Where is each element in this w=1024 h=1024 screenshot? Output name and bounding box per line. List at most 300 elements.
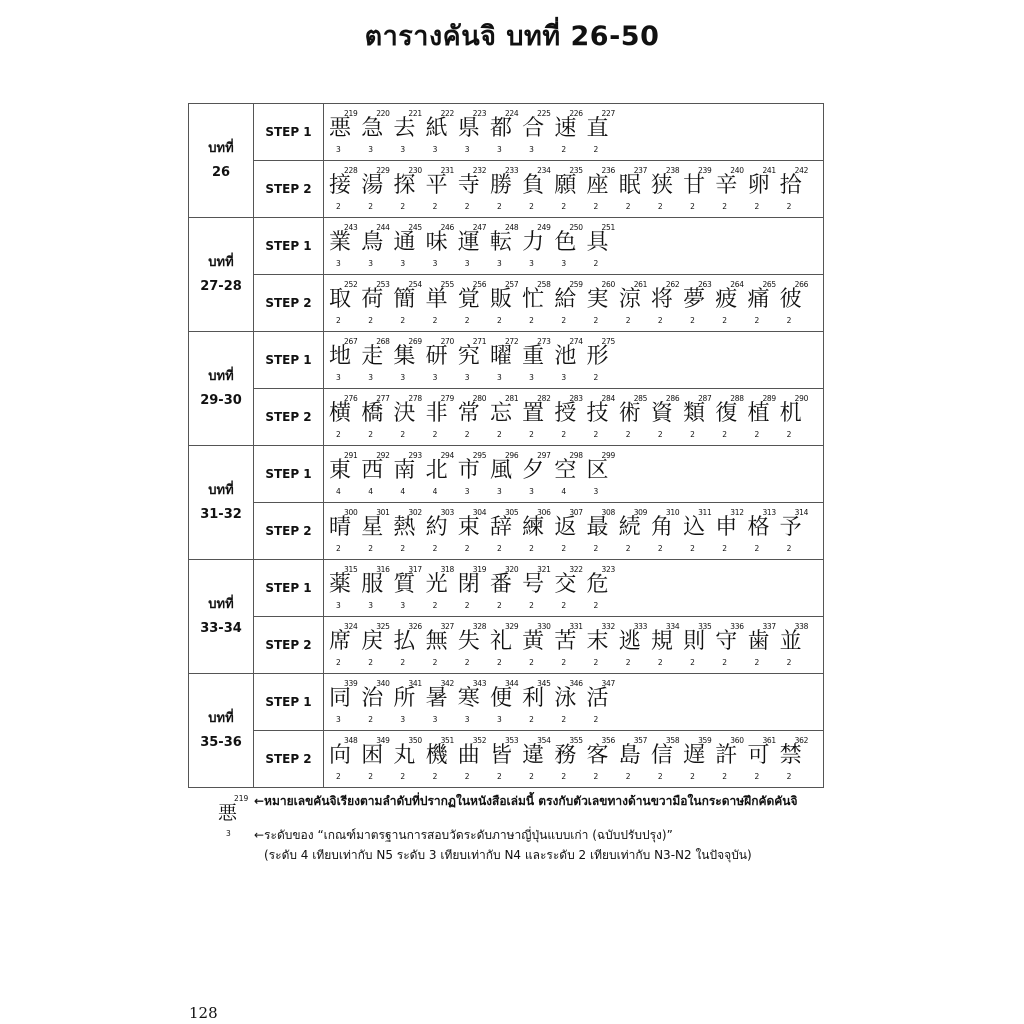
kanji-level: 2 [336, 202, 341, 211]
kanji-level: 2 [754, 316, 760, 325]
kanji-item [682, 503, 714, 559]
kanji-item [746, 503, 778, 559]
kanji-row [324, 674, 823, 730]
kanji-item [360, 674, 392, 730]
kanji-character: 非 [425, 401, 448, 426]
kanji-item [682, 731, 714, 787]
kanji-character: 練 [522, 515, 545, 540]
step-label: STEP 1 [254, 446, 324, 503]
kanji-character: 活 [586, 686, 609, 711]
kanji-level: 3 [464, 487, 470, 496]
kanji-level: 2 [754, 772, 760, 781]
kanji-character: 類 [683, 401, 706, 426]
kanji-item [521, 560, 553, 616]
lesson-cell [189, 446, 254, 560]
kanji-item [650, 389, 682, 445]
kanji-number: 326 [408, 622, 422, 631]
kanji-item [328, 161, 360, 217]
kanji-number: 348 [344, 736, 358, 745]
kanji-item [360, 275, 392, 331]
kanji-character: 彼 [779, 287, 802, 312]
kanji-character: 寒 [457, 686, 480, 711]
kanji-character: 機 [425, 743, 448, 768]
kanji-number: 334 [665, 622, 680, 631]
kanji-number: 261 [633, 280, 648, 289]
page-title: ตารางคันจิ บทที่ 26-50 [364, 21, 660, 52]
kanji-level: 2 [561, 316, 567, 325]
kanji-item [553, 275, 585, 331]
kanji-number: 294 [440, 451, 454, 460]
kanji-level: 2 [786, 316, 792, 325]
kanji-item [586, 503, 618, 559]
kanji-level: 2 [786, 430, 792, 439]
kanji-level: 2 [432, 658, 438, 667]
kanji-cell [324, 617, 824, 674]
kanji-character: 込 [683, 515, 706, 540]
kanji-cell [324, 731, 824, 788]
kanji-character: 研 [425, 344, 448, 369]
kanji-character: 務 [554, 743, 577, 768]
legend-number-note: ←หมายเลขคันจิเรียงตามลำดับที่ปรากฏในหนังสือเล่มนี้ ตรงกับตัวเลขทางด้านขวามือในกระดาษฝึกคัดคันจิ [254, 794, 798, 808]
kanji-character: 味 [425, 230, 448, 255]
kanji-number: 358 [665, 736, 680, 745]
kanji-number: 227 [601, 109, 615, 118]
kanji-number: 296 [504, 451, 519, 460]
kanji-item [682, 389, 714, 445]
kanji-number: 332 [601, 622, 615, 631]
lesson-cell [189, 104, 254, 218]
kanji-level: 2 [754, 430, 760, 439]
kanji-number: 226 [569, 109, 583, 118]
kanji-number: 335 [698, 622, 712, 631]
kanji-character: 閉 [457, 572, 480, 597]
kanji-number: 291 [344, 451, 358, 460]
kanji-item [457, 674, 489, 730]
kanji-character: 忘 [489, 401, 512, 426]
kanji-number: 353 [504, 736, 519, 745]
legend-sample-number: 219 [234, 794, 249, 803]
kanji-number: 337 [762, 622, 776, 631]
kanji-level: 2 [464, 202, 470, 211]
kanji-character: 末 [586, 629, 609, 654]
kanji-item [425, 218, 457, 274]
kanji-item [425, 731, 457, 787]
step-label: STEP 2 [254, 389, 324, 446]
lesson-step-row [189, 617, 824, 674]
kanji-item [457, 275, 489, 331]
lesson-label: บทที่ [208, 710, 234, 726]
kanji-number: 219 [344, 109, 358, 118]
kanji-character: 涼 [618, 287, 641, 312]
kanji-item [779, 275, 811, 331]
kanji-level: 3 [496, 145, 502, 154]
kanji-number: 284 [601, 394, 615, 403]
kanji-item [650, 503, 682, 559]
kanji-level: 3 [336, 259, 341, 268]
kanji-item [392, 389, 424, 445]
kanji-character: 光 [425, 572, 448, 597]
kanji-character: 勝 [489, 173, 512, 198]
kanji-character: 覚 [457, 287, 480, 312]
kanji-number: 234 [537, 166, 551, 175]
kanji-character: 星 [361, 515, 384, 540]
kanji-item [553, 560, 585, 616]
kanji-item [489, 503, 521, 559]
kanji-number: 310 [665, 508, 680, 517]
kanji-number: 258 [537, 280, 551, 289]
kanji-character: 拾 [779, 173, 802, 198]
step-label: STEP 2 [254, 161, 324, 218]
kanji-number: 318 [440, 565, 454, 574]
kanji-number: 329 [504, 622, 519, 631]
lesson-range: 27-28 [200, 278, 242, 294]
kanji-character: 夕 [522, 458, 545, 483]
kanji-level: 2 [561, 772, 567, 781]
kanji-item [457, 617, 489, 673]
kanji-character: 重 [522, 344, 545, 369]
kanji-level: 2 [561, 145, 567, 154]
kanji-item [457, 731, 489, 787]
kanji-cell [324, 503, 824, 560]
kanji-level: 2 [690, 202, 695, 211]
kanji-character: 逃 [618, 629, 641, 654]
kanji-number: 351 [440, 736, 454, 745]
kanji-character: 植 [747, 401, 770, 426]
kanji-item [489, 731, 521, 787]
kanji-number: 271 [472, 337, 487, 346]
kanji-character: 則 [683, 629, 706, 654]
kanji-number: 274 [569, 337, 583, 346]
kanji-number: 242 [794, 166, 809, 175]
kanji-level: 2 [400, 544, 406, 553]
kanji-item [553, 731, 585, 787]
kanji-item [392, 617, 424, 673]
lesson-step-row [189, 275, 824, 332]
kanji-item [586, 560, 618, 616]
kanji-level: 3 [400, 259, 406, 268]
kanji-number: 319 [472, 565, 487, 574]
kanji-item [553, 674, 585, 730]
lesson-step-row [189, 560, 824, 617]
kanji-item [489, 161, 521, 217]
kanji-number: 356 [601, 736, 615, 745]
kanji-number: 346 [569, 679, 583, 688]
kanji-row [324, 446, 823, 502]
kanji-level: 2 [400, 658, 406, 667]
kanji-level: 2 [400, 430, 406, 439]
kanji-character: 晴 [329, 515, 352, 540]
kanji-character: 鳥 [361, 230, 384, 255]
kanji-row [324, 104, 823, 160]
kanji-character: 便 [489, 686, 512, 711]
kanji-number: 331 [569, 622, 583, 631]
kanji-item [618, 389, 650, 445]
kanji-item [586, 617, 618, 673]
kanji-item [328, 218, 360, 274]
kanji-item [553, 617, 585, 673]
kanji-item [392, 503, 424, 559]
kanji-number: 298 [569, 451, 583, 460]
kanji-level: 2 [722, 202, 728, 211]
kanji-item [328, 275, 360, 331]
kanji-character: 丸 [393, 743, 416, 768]
kanji-row [324, 560, 823, 616]
step-label: STEP 2 [254, 503, 324, 560]
kanji-character: 湯 [361, 173, 384, 198]
step-label: STEP 1 [254, 560, 324, 617]
kanji-item [489, 389, 521, 445]
kanji-number: 314 [794, 508, 809, 517]
kanji-level: 2 [593, 145, 599, 154]
kanji-cell [324, 674, 824, 731]
kanji-item [618, 731, 650, 787]
kanji-item [425, 617, 457, 673]
kanji-item [425, 161, 457, 217]
kanji-cell [324, 389, 824, 446]
kanji-item [586, 446, 618, 502]
kanji-character: 利 [522, 686, 545, 711]
kanji-item [360, 446, 392, 502]
kanji-number: 324 [344, 622, 358, 631]
kanji-item [746, 389, 778, 445]
kanji-character: 東 [329, 458, 352, 483]
kanji-level: 3 [432, 715, 438, 724]
kanji-level: 3 [529, 373, 534, 382]
kanji-number: 263 [698, 280, 712, 289]
kanji-item [521, 275, 553, 331]
kanji-item [489, 560, 521, 616]
kanji-character: 悪 [329, 116, 352, 141]
lesson-label: บทที่ [208, 482, 234, 498]
kanji-level: 3 [561, 373, 567, 382]
kanji-character: 甘 [683, 173, 706, 198]
kanji-item [714, 503, 746, 559]
kanji-level: 2 [593, 373, 599, 382]
kanji-number: 342 [440, 679, 454, 688]
kanji-level: 2 [496, 202, 502, 211]
lesson-range: 33-34 [200, 620, 242, 636]
kanji-number: 265 [762, 280, 776, 289]
kanji-level: 2 [368, 772, 373, 781]
kanji-character: 眠 [618, 173, 641, 198]
kanji-character: 狭 [650, 173, 673, 198]
kanji-number: 231 [440, 166, 454, 175]
kanji-character: 泳 [554, 686, 577, 711]
kanji-number: 313 [762, 508, 776, 517]
lesson-label: บทที่ [208, 596, 234, 612]
kanji-level: 2 [657, 544, 663, 553]
kanji-number: 297 [537, 451, 551, 460]
kanji-level: 2 [529, 601, 534, 610]
kanji-number: 301 [376, 508, 390, 517]
kanji-character: 探 [393, 173, 416, 198]
kanji-level: 2 [400, 772, 406, 781]
kanji-level: 4 [561, 487, 567, 496]
kanji-level: 3 [464, 715, 470, 724]
kanji-item [489, 446, 521, 502]
kanji-number: 315 [344, 565, 358, 574]
kanji-character: 辞 [489, 515, 512, 540]
kanji-cell [324, 446, 824, 503]
kanji-level: 2 [432, 430, 438, 439]
kanji-level: 2 [754, 202, 760, 211]
kanji-number: 250 [569, 223, 583, 232]
kanji-level: 3 [400, 715, 406, 724]
kanji-level: 3 [368, 601, 373, 610]
kanji-number: 222 [440, 109, 454, 118]
kanji-level: 2 [625, 658, 631, 667]
kanji-item [392, 674, 424, 730]
kanji-number: 330 [537, 622, 551, 631]
kanji-row [324, 617, 823, 673]
kanji-character: 速 [554, 116, 577, 141]
kanji-character: 地 [329, 344, 352, 369]
kanji-character: 術 [618, 401, 641, 426]
kanji-level: 2 [690, 544, 695, 553]
kanji-number: 282 [537, 394, 551, 403]
kanji-number: 267 [344, 337, 358, 346]
step-label: STEP 2 [254, 275, 324, 332]
kanji-level: 2 [400, 202, 406, 211]
kanji-item [586, 218, 618, 274]
kanji-character: 号 [522, 572, 545, 597]
kanji-level: 2 [722, 658, 728, 667]
kanji-level: 2 [464, 772, 470, 781]
kanji-number: 340 [376, 679, 390, 688]
kanji-item [425, 275, 457, 331]
kanji-level: 2 [529, 544, 534, 553]
kanji-level: 2 [368, 430, 373, 439]
kanji-character: 薬 [329, 572, 352, 597]
kanji-number: 345 [537, 679, 551, 688]
kanji-character: 禁 [779, 743, 802, 768]
kanji-number: 247 [472, 223, 487, 232]
kanji-cell [324, 560, 824, 617]
kanji-number: 245 [408, 223, 422, 232]
kanji-level: 2 [432, 316, 438, 325]
kanji-level: 2 [529, 772, 534, 781]
kanji-row [324, 731, 823, 787]
kanji-level: 2 [529, 430, 534, 439]
kanji-level: 3 [496, 259, 502, 268]
kanji-character: 服 [361, 572, 384, 597]
kanji-item [360, 617, 392, 673]
kanji-level: 2 [754, 658, 760, 667]
kanji-level: 2 [690, 430, 695, 439]
lesson-label: บทที่ [208, 254, 234, 270]
lesson-step-row [189, 332, 824, 389]
kanji-level: 2 [754, 544, 760, 553]
kanji-level: 2 [529, 658, 534, 667]
kanji-level: 3 [529, 487, 534, 496]
kanji-character: 守 [715, 629, 738, 654]
kanji-character: 決 [393, 401, 416, 426]
kanji-item [553, 161, 585, 217]
kanji-character: 格 [747, 515, 770, 540]
kanji-number: 343 [472, 679, 487, 688]
lesson-range: 29-30 [200, 392, 242, 408]
kanji-number: 237 [633, 166, 648, 175]
kanji-number: 316 [376, 565, 390, 574]
kanji-number: 286 [665, 394, 680, 403]
kanji-item [521, 674, 553, 730]
kanji-character: 授 [554, 401, 577, 426]
kanji-item [328, 332, 360, 388]
kanji-level: 3 [593, 487, 599, 496]
kanji-item [392, 731, 424, 787]
kanji-item [360, 161, 392, 217]
kanji-character: 南 [393, 458, 416, 483]
kanji-character: 許 [715, 743, 738, 768]
kanji-number: 283 [569, 394, 583, 403]
kanji-level: 2 [786, 658, 792, 667]
kanji-level: 2 [625, 316, 631, 325]
lesson-step-row [189, 446, 824, 503]
kanji-item [553, 332, 585, 388]
lesson-step-row [189, 104, 824, 161]
kanji-cell [324, 161, 824, 218]
kanji-item [392, 218, 424, 274]
kanji-character: 角 [650, 515, 673, 540]
kanji-level: 3 [464, 373, 470, 382]
kanji-level: 2 [400, 316, 406, 325]
kanji-number: 320 [504, 565, 519, 574]
kanji-level: 2 [561, 715, 567, 724]
kanji-character: 復 [715, 401, 738, 426]
kanji-character: 池 [554, 344, 577, 369]
kanji-item [553, 389, 585, 445]
kanji-level: 3 [400, 601, 406, 610]
kanji-number: 302 [408, 508, 422, 517]
kanji-level: 2 [593, 658, 599, 667]
kanji-item [328, 503, 360, 559]
lesson-step-row [189, 674, 824, 731]
kanji-character: 暑 [425, 686, 448, 711]
kanji-item [392, 332, 424, 388]
kanji-item [328, 446, 360, 502]
kanji-number: 306 [537, 508, 551, 517]
kanji-item [586, 275, 618, 331]
kanji-level: 2 [593, 715, 599, 724]
kanji-number: 281 [504, 394, 519, 403]
kanji-item [586, 161, 618, 217]
lesson-label: บทที่ [208, 368, 234, 384]
kanji-item [714, 389, 746, 445]
kanji-level: 2 [593, 202, 599, 211]
kanji-character: 礼 [489, 629, 512, 654]
kanji-number: 279 [440, 394, 454, 403]
kanji-level: 2 [464, 430, 470, 439]
kanji-character: 色 [554, 230, 577, 255]
kanji-character: 歯 [747, 629, 770, 654]
kanji-level: 2 [496, 658, 502, 667]
kanji-character: 島 [618, 743, 641, 768]
kanji-character: 客 [586, 743, 609, 768]
kanji-number: 285 [633, 394, 648, 403]
kanji-number: 254 [408, 280, 422, 289]
legend-level-detail: (ระดับ 4 เทียบเท่ากับ N5 ระดับ 3 เทียบเท่ากับ N4 และระดับ 2 เทียบเท่ากับ N3-N2 ในปัจจุบัน) [264, 848, 752, 862]
kanji-character: 苦 [554, 629, 577, 654]
kanji-cell [324, 332, 824, 389]
kanji-character: 紙 [425, 116, 448, 141]
kanji-character: 危 [586, 572, 609, 597]
kanji-item [586, 731, 618, 787]
kanji-character: 力 [522, 230, 545, 255]
kanji-level: 2 [496, 601, 502, 610]
kanji-character: 戻 [361, 629, 384, 654]
kanji-level: 3 [368, 373, 373, 382]
kanji-number: 224 [504, 109, 519, 118]
